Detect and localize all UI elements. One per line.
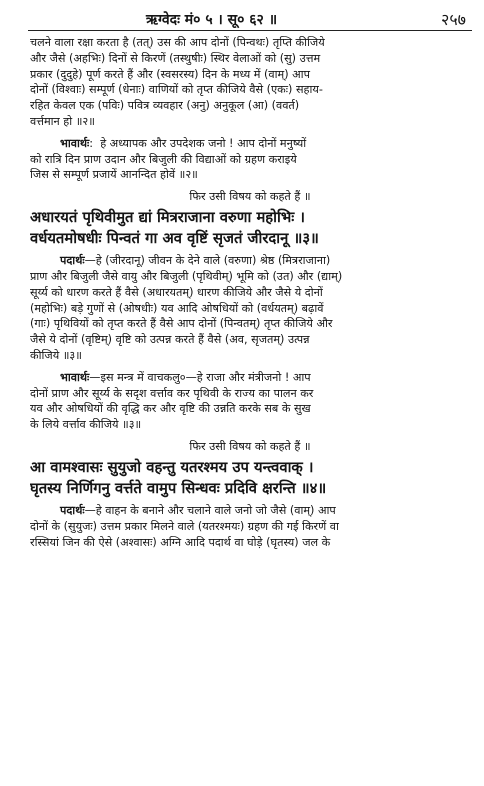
bhavartha-2	[30, 136, 470, 183]
text-line: को रात्रि दिन प्राण उदान और बिजुली की विद्याओं को ग्रहण कराइये	[30, 152, 297, 166]
text-span: —हे (जीरदानू) जीवन के देने वाले (वरुणा) श्रेष्ठ (मित्रराजाना)	[84, 254, 331, 268]
bhavartha-3	[30, 370, 470, 433]
text-line: जिस से सम्पूर्ण प्रजायें आनन्दित होवें ॥२॥	[30, 168, 198, 182]
padartha-4	[30, 503, 470, 550]
text-line: प्राण और बिजुली जैसे वायु और बिजुली (पृथिवीम्) भूमि को (उत) और (द्याम्)	[30, 269, 343, 283]
text-line	[30, 503, 470, 519]
paragraph-continued	[30, 35, 470, 130]
mantra-line: वर्धयतमोषधीः पिन्वतं गा अव वृष्टिं सृजतं जीरदानू ॥३॥	[30, 230, 319, 248]
text-line: कीजिये ॥३॥	[30, 348, 82, 362]
section-topic: फिर उसी विषय को कहते हैं ॥	[189, 439, 311, 453]
mantra-line: आ वामश्वासः सुयुजो वहन्तु यतरश्मय उप यन्त्ववाक् ।	[30, 458, 314, 476]
text-line: दोनों के (सुयुजः) उत्तम प्रकार मिलने वाले (यतरश्मयः) ग्रहण की गई किरणें वा	[30, 519, 339, 533]
text-span: —हे वाहन के बनाने और चलाने वाले जनो जो जैसे (वाम्) आप	[84, 503, 336, 517]
text-line	[30, 370, 470, 386]
mantra-4	[30, 457, 470, 499]
text-line: (गाः) पृथिवियों को तृप्त करते हैं वैसे आप दोनों (पिन्वतम्) तृप्त कीजिये और	[30, 317, 333, 331]
text-line: चलने वाला रक्षा करता है (तत्) उस की आप दोनों (पिन्वथः) तृप्ति कीजिये	[30, 36, 325, 49]
text-line: रहित केवल एक (पविः) पवित्र व्यवहार (अनु) अनुकूल (आ) (ववर्त)	[30, 99, 300, 113]
text-line: वर्त्तमान हो ॥२॥	[30, 114, 95, 128]
section-topic: फिर उसी विषय को कहते हैं ॥	[189, 190, 311, 204]
bhavartha-label: भावार्थः	[60, 136, 90, 150]
text-line: दोनों प्राण और सूर्य्य के सदृश वर्त्ताव कर पृथिवी के राज्य का पालन कर	[30, 386, 314, 400]
page-header	[28, 8, 472, 31]
text-line: जैसे ये दोनों (वृष्टिम्) वृष्टि को उत्पन्न करते हैं वैसे (अव, सृजतम्) उत्पन्न	[30, 333, 310, 347]
text-line: प्रकार (दुदुहे) पूर्ण करते हैं और (स्वसरस्य) दिन के मध्य में (वाम्) आप	[30, 67, 310, 81]
mantra-line: घृतस्य निर्णिगनु वर्त्तते वामुप सिन्धवः प्रदिवि क्षरन्ति ॥४॥	[30, 479, 327, 497]
text-line: यव और ओषधियों की वृद्धि कर और वृष्टि की उन्नति करके सब के सुख	[30, 402, 311, 416]
bhavartha-label: भावार्थः	[60, 370, 90, 384]
page-number: २५७	[441, 10, 466, 29]
mantra-3	[30, 207, 470, 249]
text-span: —इस मन्त्र में वाचकलु०—हे राजा और मंत्रीजनो ! आप	[89, 370, 311, 384]
text-line: सूर्य्य को धारण करते हैं वैसे (अधारयतम्) धारण कीजिये और जैसे ये दोनों	[30, 285, 323, 299]
text-line: दोनों (विश्वाः) सम्पूर्ण (धेनाः) वाणियों को तृप्त कीजिये वैसे (एकः) सहाय-	[30, 83, 323, 97]
padartha-3	[30, 253, 470, 364]
padartha-label: पदार्थः	[60, 254, 85, 268]
text-line	[30, 253, 470, 269]
text-line: के लिये वर्त्ताव कीजिये ॥३॥	[30, 418, 142, 432]
text-line: रस्सियां जिन की ऐसे (अश्वासः) अग्नि आदि पदार्थ वा घोड़े (घृतस्य) जल के	[30, 535, 331, 549]
padartha-label: पदार्थः	[60, 503, 85, 517]
text-line: (महोभिः) बड़े गुणों से (ओषधीः) यव आदि ओषधियों को (वर्धयतम्) बढ़ावें	[30, 301, 324, 315]
running-head: ऋग्वेदः मं० ५ । सू० ६२ ॥	[146, 12, 278, 28]
text-span: हे अध्यापक और उपदेशक जनो ! आप दोनों मनुष्यों	[100, 136, 307, 150]
text-line: और जैसे (अहभिः) दिनों से किरणें (तस्थुषीः) स्थिर वेलाओं को (सु) उत्तम	[30, 51, 321, 65]
mantra-line: अधारयतं पृथिवीमुत द्यां मित्रराजाना वरुणा महोभिः ।	[30, 209, 305, 227]
text-line: भावार्थः: हे अध्यापक और उपदेशक जनो ! आप दोनों मनुष्यों	[60, 136, 307, 150]
